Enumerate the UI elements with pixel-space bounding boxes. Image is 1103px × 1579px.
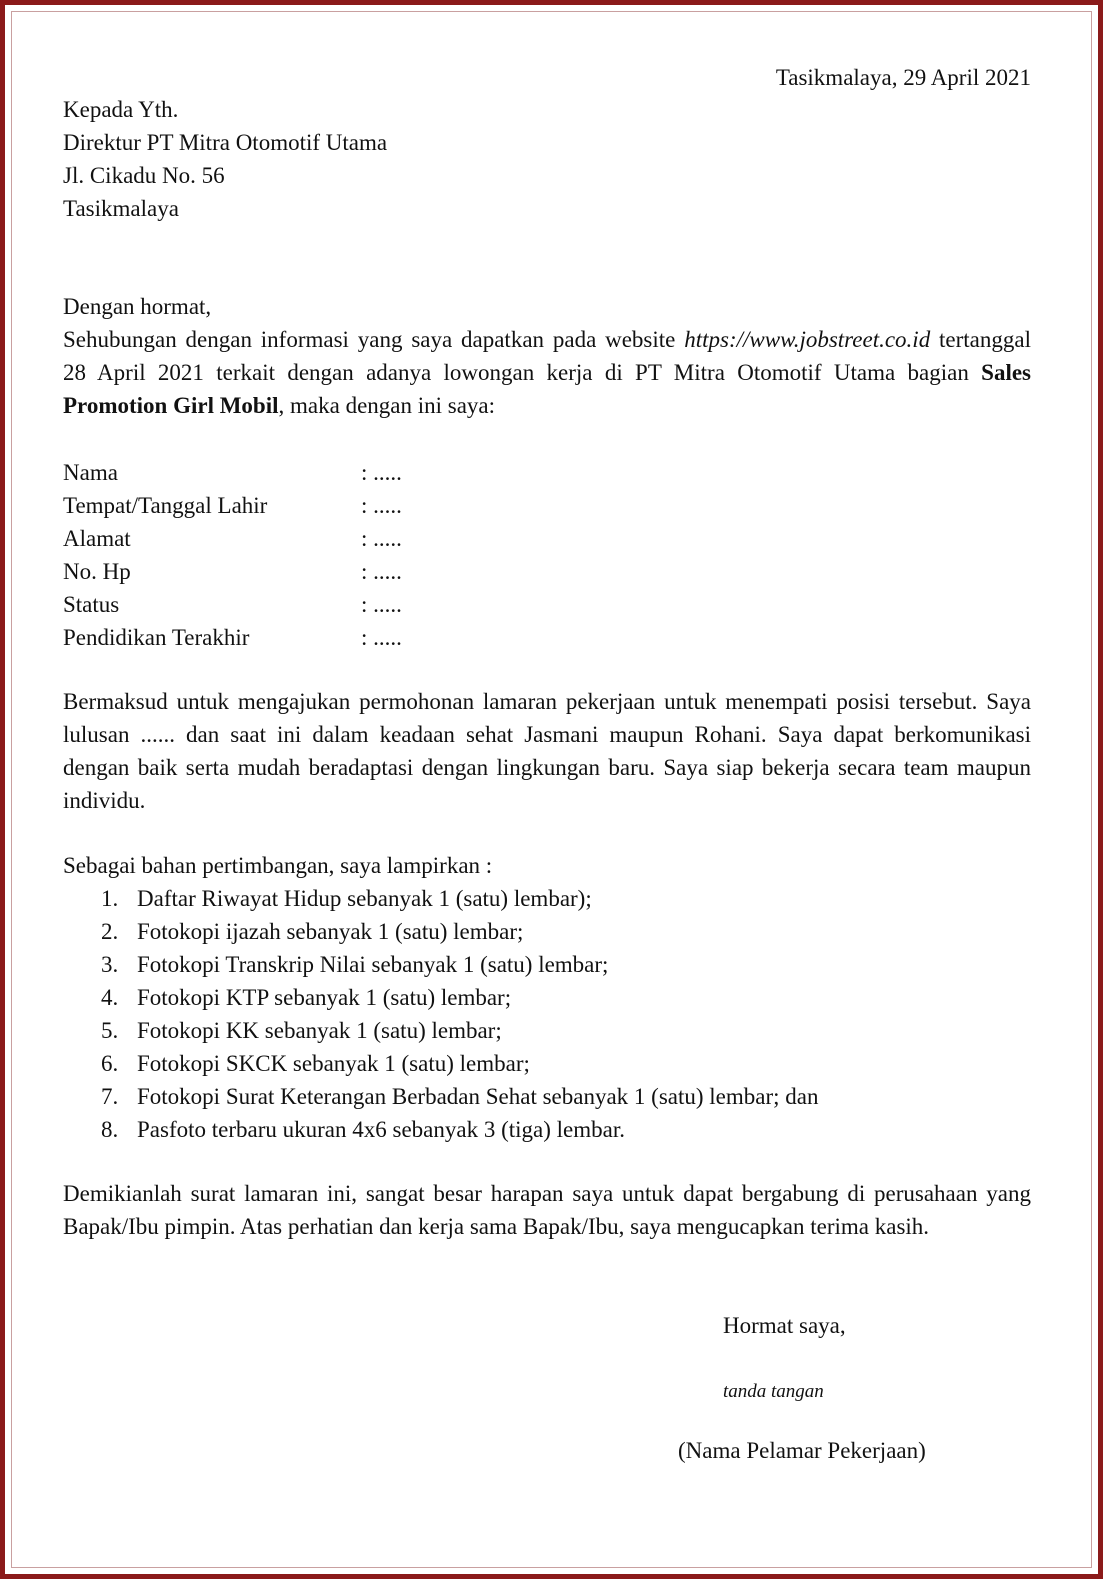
intro-paragraph: [63, 323, 1031, 422]
applicant-fields: [63, 456, 402, 654]
intro-text-1: Sehubungan dengan informasi yang saya dapatkan pada website: [63, 327, 685, 352]
list-item: [63, 1080, 819, 1113]
field-value: : .....: [361, 493, 402, 518]
list-number: 1.: [101, 886, 119, 911]
letter-date: Tasikmalaya, 29 April 2021: [775, 65, 1031, 90]
list-item: [63, 1113, 819, 1146]
signature-placeholder: tanda tangan: [723, 1381, 824, 1402]
list-item: [63, 948, 819, 981]
recipient-line-4: Tasikmalaya: [63, 196, 179, 221]
attachments-intro: Sebagai bahan pertimbangan, saya lampirkan :: [63, 853, 493, 878]
list-item: [63, 1047, 819, 1080]
field-row-ttl: [63, 489, 402, 522]
list-number: 5.: [101, 1018, 119, 1043]
list-text: Fotokopi KK sebanyak 1 (satu) lembar;: [137, 1018, 502, 1043]
recipient-line-1: Kepada Yth.: [63, 97, 179, 122]
field-value: : .....: [361, 526, 402, 551]
field-label: Alamat: [63, 526, 131, 551]
list-text: Fotokopi Transkrip Nilai sebanyak 1 (satu) lembar;: [137, 952, 609, 977]
list-number: 2.: [101, 919, 119, 944]
list-text: Pasfoto terbaru ukuran 4x6 sebanyak 3 (tiga) lembar.: [137, 1117, 625, 1142]
recipient-line-2: Direktur PT Mitra Otomotif Utama: [63, 130, 388, 155]
field-value: : .....: [361, 625, 402, 650]
list-item: [63, 1014, 819, 1047]
field-row-hp: [63, 555, 402, 588]
list-number: 3.: [101, 952, 119, 977]
list-number: 6.: [101, 1051, 119, 1076]
attachments-list: [63, 882, 819, 1146]
list-number: 7.: [101, 1084, 119, 1109]
website-url: https://www.jobstreet.co.id: [684, 327, 931, 352]
greeting: Dengan hormat,: [63, 294, 212, 319]
field-label: Nama: [63, 460, 118, 485]
intro-text-2: tertanggal 28 April 2021 terkait dengan adanya lowongan kerja di PT Mitra Otomotif Utama bagian: [63, 327, 1031, 385]
list-number: 4.: [101, 985, 119, 1010]
job-position: Sales Promotion Girl Mobil: [63, 360, 1031, 418]
list-item: [63, 882, 819, 915]
field-label: Status: [63, 592, 120, 617]
field-row-status: [63, 588, 402, 621]
closing-salutation: Hormat saya,: [723, 1313, 846, 1338]
list-text: Fotokopi KTP sebanyak 1 (satu) lembar;: [137, 985, 512, 1010]
field-row-nama: [63, 456, 402, 489]
list-number: 8.: [101, 1117, 119, 1142]
body-paragraph-2: Demikianlah surat lamaran ini, sangat besar harapan saya untuk dapat bergabung di perusahaan yang Bapak/Ibu pimpin. Atas perhatian dan kerja sama Bapak/Ibu, saya mengucapkan terima kasih.: [63, 1181, 1031, 1239]
list-item: [63, 915, 819, 948]
field-row-alamat: [63, 522, 402, 555]
list-text: Fotokopi Surat Keterangan Berbadan Sehat sebanyak 1 (satu) lembar; dan: [137, 1084, 819, 1109]
recipient-line-3: Jl. Cikadu No. 56: [63, 163, 225, 188]
field-label: Tempat/Tanggal Lahir: [63, 493, 268, 518]
list-item: [63, 981, 819, 1014]
field-value: : .....: [361, 559, 402, 584]
intro-text-3: , maka dengan ini saya:: [278, 393, 496, 418]
recipient-address: [63, 93, 387, 225]
field-row-pendidikan: [63, 621, 402, 654]
list-text: Fotokopi SKCK sebanyak 1 (satu) lembar;: [137, 1051, 530, 1076]
field-label: No. Hp: [63, 559, 131, 584]
field-label: Pendidikan Terakhir: [63, 625, 250, 650]
field-value: : .....: [361, 592, 402, 617]
field-value: : .....: [361, 460, 402, 485]
signer-name: (Nama Pelamar Pekerjaan): [678, 1438, 926, 1463]
body-paragraph-1: Bermaksud untuk mengajukan permohonan lamaran pekerjaan untuk menempati posisi tersebut. Saya lulusan ...... dan saat ini dalam keadaan sehat Jasmani maupun Rohani. Saya dapat berkomunikasi dengan baik serta mudah beradaptasi dengan lingkungan baru. Saya siap bekerja secara team maupun individu.: [63, 689, 1031, 813]
list-text: Daftar Riwayat Hidup sebanyak 1 (satu) lembar);: [137, 886, 592, 911]
list-text: Fotokopi ijazah sebanyak 1 (satu) lembar;: [137, 919, 524, 944]
